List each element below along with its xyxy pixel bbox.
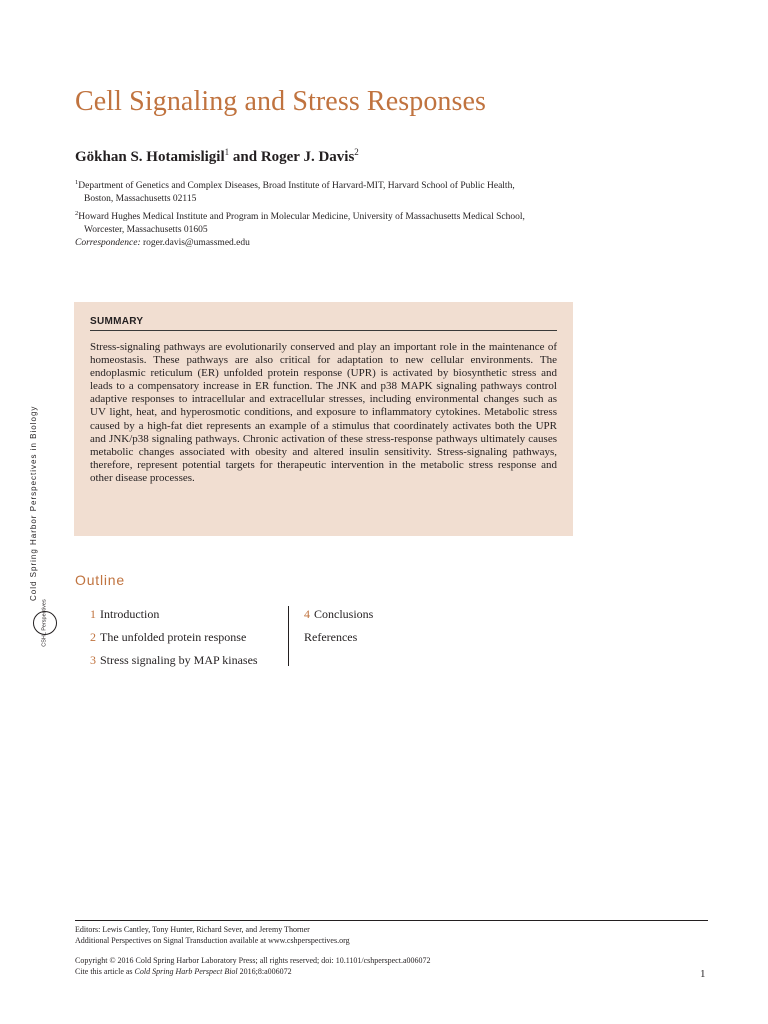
outline-heading: Outline <box>75 572 125 588</box>
sidebar-journal-name: Cold Spring Harbor Perspectives in Biology <box>29 405 38 601</box>
cshl-seal-icon <box>33 599 57 647</box>
affiliation-text: Boston, Massachusetts 02115 <box>84 194 197 205</box>
footer-rule <box>75 920 708 921</box>
affiliation-marker: 2 <box>354 147 359 157</box>
citation-journal: Cold Spring Harb Perspect Biol <box>134 967 238 976</box>
footer-additional: Additional Perspectives on Signal Transduction available at www.cshperspectives.org <box>75 936 350 945</box>
summary-text: Stress-signaling pathways are evolutionarily conserved and play an important role in the maintenance of homeostasis. These pathways are also critical for adaptation to new cellular environments. The endoplasmic reticulum (ER) unfolded protein response (UPR) is activated by biosynthetic stress and leads to a compensatory increase in ER function. The JNK and p38 MAPK signaling pathways control adaptive responses to intracellular and extracellular stresses, including environmental changes such as UV light, heat, and hyperosmotic conditions, and exposure to inflammatory cytokines. Metabolic stress caused by a high-fat diet represents an example of a stimulus that coordinately activates both the UPR and JNK/p38 signaling pathways. Chronic activation of these stress-response pathways ultimately causes metabolic changes associated with obesity and altered insulin sensitivity. Stress-signaling pathways, therefore, represent potential targets for therapeutic intervention in the metabolic stress response and other disease processes. <box>90 341 557 484</box>
summary-box <box>74 302 573 536</box>
affiliation-marker: 1 <box>224 147 230 157</box>
affiliation-marker: 1 <box>75 179 79 186</box>
outline-item-number: 3 <box>90 653 96 667</box>
outline-item-label: The unfolded protein response <box>100 630 247 644</box>
correspondence <box>75 238 250 248</box>
article-title: Cell Signaling and Stress Responses <box>75 86 487 117</box>
outline-item-number: 1 <box>90 607 96 621</box>
outline-column-2 <box>304 606 373 652</box>
outline-item-stress-signaling[interactable] <box>90 652 258 675</box>
footer-editors: Editors: Lewis Cantley, Tony Hunter, Richard Sever, and Jeremy Thorner <box>75 925 310 934</box>
author-line <box>75 147 359 166</box>
outline-item-number: 2 <box>90 630 96 644</box>
correspondence-email[interactable]: roger.davis@umassmed.edu <box>142 238 250 248</box>
correspondence-label: Correspondence: <box>75 238 141 248</box>
affiliation-text: Howard Hughes Medical Institute and Program in Molecular Medicine, University of Massachusetts Medical School, <box>78 212 525 223</box>
footer-copyright: Copyright © 2016 Cold Spring Harbor Laboratory Press; all rights reserved; doi: 10.1101/cshperspect.a006072 <box>75 956 431 965</box>
outline-item-label: Conclusions <box>314 607 374 621</box>
outline-item-unfolded-protein-response[interactable] <box>90 629 258 652</box>
citation-suffix: 2016;8:a006072 <box>237 967 292 976</box>
outline-item-label: Stress signaling by MAP kinases <box>100 653 258 667</box>
summary-heading: SUMMARY <box>90 316 557 331</box>
outline-column-1 <box>90 606 258 675</box>
affiliation-text: Worcester, Massachusetts 01605 <box>84 225 208 236</box>
author-joiner: and <box>229 149 261 165</box>
outline-item-label: Introduction <box>100 607 160 621</box>
affiliation-2 <box>75 207 525 237</box>
outline-item-conclusions[interactable] <box>304 606 373 629</box>
affiliation-1 <box>75 176 515 206</box>
outline-item-references[interactable] <box>304 629 373 652</box>
affiliation-marker: 2 <box>75 210 79 217</box>
page-number: 1 <box>700 968 706 980</box>
outline-item-introduction[interactable] <box>90 606 258 629</box>
logo-text: CSHL Perspectives <box>42 599 49 647</box>
affiliation-text: Department of Genetics and Complex Diseases, Broad Institute of Harvard-MIT, Harvard School of Public Health, <box>78 181 515 192</box>
outline-item-label: References <box>304 630 358 644</box>
outline-item-number: 4 <box>304 607 310 621</box>
footer-citation <box>75 967 292 977</box>
author-name: Roger J. Davis <box>260 149 355 165</box>
citation-prefix: Cite this article as <box>75 967 135 976</box>
outline-divider <box>288 606 289 666</box>
author-name: Gökhan S. Hotamisligil <box>75 149 225 165</box>
